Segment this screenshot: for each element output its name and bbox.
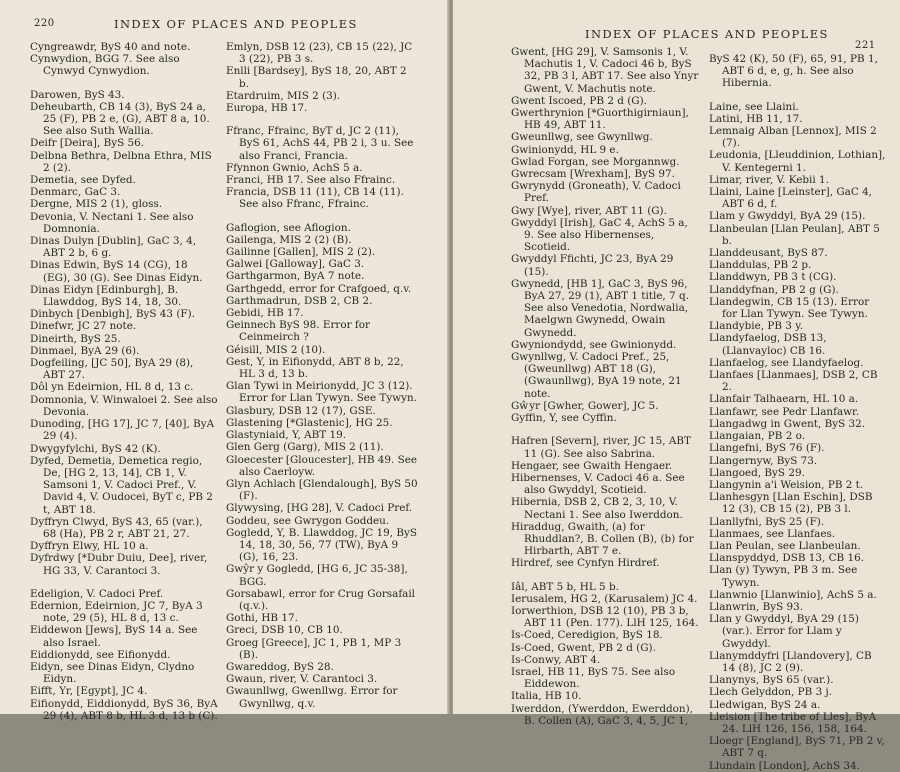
index-entry: Eifionydd, Eiddionydd, ByS 36, ByA 29 (4), ABT 8 b, HL 3 d, 13 b (C). xyxy=(30,697,218,722)
index-entry: Gloecester [Gloucester], HB 49. See also Caerloyw. xyxy=(226,453,418,478)
index-entry: Cynwydion, BGG 7. See also Cynwyd Cynwydion. xyxy=(30,53,180,78)
index-entry: Cyngreawdr, ByS 40 and note. xyxy=(30,41,191,53)
index-entry: Dinas Eidyn [Edinburgh], B. Llawddog, ByS 14, 18, 30. xyxy=(30,283,182,309)
index-entry: Llandybie, PB 3 y. xyxy=(709,320,803,333)
index-entry: Gebidi, HB 17. xyxy=(226,307,304,320)
index-entry: Glywysing, [HG 28], V. Cadoci Pref. xyxy=(226,502,413,515)
page-header: INDEX OF PLACES AND PEOPLES xyxy=(114,17,358,31)
index-entry: Gwaun, river, V. Carantoci 3. xyxy=(226,673,378,686)
index-entry: Iwerddon, (Ywerddon, Ewerddon), B. Collen (A), GaC 3, 4, 5, JC 1, xyxy=(511,702,693,727)
index-entry: Dinbych [Denbigh], ByS 43 (F). xyxy=(30,308,195,321)
section-gap xyxy=(511,424,701,435)
index-entry: Iâl, ABT 5 b, HL 5 b. xyxy=(511,580,619,593)
index-entry: Hiraddug, Gwaith, (a) for Rhuddlan?, B. Collen (B), (b) for Hirbarth, ABT 7 e. xyxy=(511,520,694,558)
index-entry: Europa, HB 17. xyxy=(226,102,308,115)
index-entry: Llanfawr, see Pedr Llanfawr. xyxy=(709,405,860,418)
index-entry: Demetia, see Dyfed. xyxy=(30,174,136,187)
index-entry: Llan (y) Tywyn, PB 3 m. See Tywyn. xyxy=(709,564,858,589)
index-entry: Dergne, MIS 2 (1), gloss. xyxy=(30,198,163,211)
index-entry: Llanfaelog, see Llandyfaelog. xyxy=(709,356,864,369)
index-entry: Llanwrin, ByS 93. xyxy=(709,600,804,613)
index-entry: Llanddwyn, PB 3 t (CG). xyxy=(709,271,837,284)
index-entry: Glen Gerg (Garg), MIS 2 (11). xyxy=(226,441,384,454)
index-entry: Eiddionydd, see Eifionydd. xyxy=(30,648,171,661)
index-entry: Llech Gelyddon, PB 3 j. xyxy=(709,686,833,699)
index-entry: Leudonia, [Lleuddinion, Lothian], V. Kentegerni 1. xyxy=(709,149,886,174)
index-entry: Gwy [Wye], river, ABT 11 (G). xyxy=(511,204,667,217)
index-entry: Hibernia, DSB 2, CB 2, 3, 10, V. Nectani 1. See also Iwerddon. xyxy=(511,496,683,521)
index-entry: Llanhesgyn [Llan Eschin], DSB 12 (3), CB 15 (2), PB 3 l. xyxy=(709,491,873,516)
index-entry: Lemnaig Alban [Lennox], MIS 2 (7). xyxy=(709,125,877,150)
section-gap xyxy=(511,570,701,581)
index-entry: Goddeu, see Gwrygon Goddeu. xyxy=(226,514,390,527)
index-entry: Is-Conwy, ABT 4. xyxy=(511,653,601,666)
index-entry: Gailenga, MIS 2 (2) (B). xyxy=(226,233,352,246)
index-entry: Garthgedd, error for Crafgoed, q.v. xyxy=(226,282,412,295)
index-entry: Géisill, MIS 2 (10). xyxy=(226,343,326,356)
index-entry: Garthmadrun, DSB 2, CB 2. xyxy=(226,294,373,307)
index-entry: Hengaer, see Gwaith Hengaer. xyxy=(511,459,673,472)
index-entry: Llangynin a'i Weision, PB 2 t. xyxy=(709,478,864,491)
index-entry: Italia, HB 10. xyxy=(511,690,582,703)
index-entry: Llanddeusant, ByS 87. xyxy=(709,247,828,260)
index-entry: Gwaunllwg, Gwenllwg. Error for Gwynllwg, q.v. xyxy=(226,685,398,710)
index-entry: Edeligion, V. Cadoci Pref. xyxy=(30,587,164,600)
index-entry: Ffynnon Gwnio, AchS 5 a. xyxy=(226,161,363,174)
index-entry: Garthgarmon, ByA 7 note. xyxy=(226,270,365,283)
index-entry: Gŵyr [Gwher, Gower], JC 5. xyxy=(511,399,659,412)
index-entry: Llangefni, ByS 76 (F). xyxy=(709,442,825,455)
index-entry: Eifft, Yr, [Egypt], JC 4. xyxy=(30,685,148,698)
index-entry: Llanddulas, PB 2 p. xyxy=(709,259,812,272)
index-entry: Gest, Y, in Eifionydd, ABT 8 b, 22, HL 3 d, 13 b. xyxy=(226,355,404,381)
index-entry: Glan Tywi in Meirionydd, JC 3 (12). Error for Llan Tywyn. See Tywyn. xyxy=(226,380,417,405)
index-entry: Eiddewon [Jews], ByS 14 a. See also Israel. xyxy=(30,624,198,649)
index-entry: Francia, DSB 11 (11), CB 14 (11). See also Ffranc, Ffrainc. xyxy=(226,186,404,211)
index-entry: Dineirth, ByS 25. xyxy=(30,332,121,345)
index-entry: Gwrecsam [Wrexham], ByS 97. xyxy=(511,168,675,181)
index-entry: Gwyddyl Ffichti, JC 23, ByA 29 (15). xyxy=(511,253,674,278)
index-entry: Llandegwin, CB 15 (13). Error for Llan Tywyn. See Tywyn. xyxy=(709,295,870,321)
index-entry: Lloegr [England], ByS 71, PB 2 v, ABT 7 q. xyxy=(709,735,885,760)
index-entry: Franci, HB 17. See also Ffrainc. xyxy=(226,174,396,187)
index-entry: Gwlad Forgan, see Morgannwg. xyxy=(511,155,680,168)
section-gap xyxy=(30,78,218,89)
index-entry: Ierusalem, HG 2, (Karusalem) JC 4. xyxy=(511,592,698,605)
right-page xyxy=(453,0,900,772)
index-entry: ByS 42 (K), 50 (F), 65, 91, PB 1, ABT 6 d, e, g, h. See also Hibernia. xyxy=(709,53,878,90)
index-entry: Gweunllwg, see Gwynllwg. xyxy=(511,131,653,144)
index-entry: Ffranc, Ffrainc, ByT d, JC 2 (11), ByS 61, AchS 44, PB 2 i, 3 u. See also Franci, Francia. xyxy=(226,125,414,162)
index-entry: Llanymddyfri [Llandovery], CB 14 (8), JC 2 (9). xyxy=(709,649,872,674)
index-entry: Hibernenses, V. Cadoci 46 a. See also Gwyddyl, Scotieid. xyxy=(511,471,685,497)
index-entry: Dinas Dulyn [Dublin], GaC 3, 4, ABT 2 b, 6 g. xyxy=(30,235,196,260)
index-entry: Gwareddog, ByS 28. xyxy=(226,660,334,673)
index-entry: Eidyn, see Dinas Eidyn, Clydno Eidyn. xyxy=(30,660,195,686)
index-entry: Glastyniaid, Y, ABT 19. xyxy=(226,429,347,442)
index-column-left-1 xyxy=(30,41,218,722)
section-gap xyxy=(30,577,218,588)
index-entry: Is-Coed, Gwent, PB 2 d (G). xyxy=(511,641,656,654)
index-entry: Dinmael, ByA 29 (6). xyxy=(30,344,140,357)
index-entry: Dinas Edwin, ByS 14 (CG), 18 (EG), 30 (G). See Dinas Eidyn. xyxy=(30,259,203,284)
index-entry: Llanmaes, see Llanfaes. xyxy=(709,527,836,540)
index-entry: Dunoding, [HG 17], JC 7, [40], ByA 29 (4). xyxy=(30,418,215,443)
index-entry: Enlli [Bardsey], ByS 18, 20, ABT 2 b. xyxy=(226,65,407,90)
index-entry: Glyn Achlach [Glendalough], ByS 50 (F). xyxy=(226,477,418,503)
index-entry: Gwent, [HG 29], V. Samsonis 1, V. Machutis 1, V. Cadoci 46 b, ByS 32, PB 3 l, ABT 17. See also Ynyr Gwent, V. Machutis note. xyxy=(511,46,699,95)
index-entry: Delbna Bethra, Delbna Ethra, MIS 2 (2). xyxy=(30,149,212,174)
section-gap xyxy=(709,90,887,101)
index-entry: Latini, HB 11, 17. xyxy=(709,112,803,125)
index-entry: Llan Peulan, see Llanbeulan. xyxy=(709,539,861,552)
index-entry: Gwyniondydd, see Gwinionydd. xyxy=(511,338,677,351)
index-entry: Gwynllwg, V. Cadoci Pref., 25, (Gweunllwg) ABT 18 (G), (Gwaunllwg), ByA 19 note, 21 note. xyxy=(511,351,682,400)
index-entry: Darowen, ByS 43. xyxy=(30,88,125,101)
index-entry: Deifr [Deira], ByS 56. xyxy=(30,137,145,150)
index-entry: Gwrynydd (Groneath), V. Cadoci Pref. xyxy=(511,180,681,205)
index-entry: Dyfrdwy [*Dubr Duiu, Dee], river, HG 33, V. Carantoci 3. xyxy=(30,552,208,577)
index-entry: Dôl yn Edeirnion, HL 8 d, 13 c. xyxy=(30,381,194,394)
index-entry: Deheubarth, CB 14 (3), ByS 24 a, 25 (F), PB 2 e, (G), ABT 8 a, 10. See also Suth Wallia. xyxy=(30,100,210,138)
index-entry: Gwinionydd, HL 9 e. xyxy=(511,143,619,156)
index-entry: Gothi, HB 17. xyxy=(226,612,298,625)
index-entry: Glastening [*Glastenic], HG 25. xyxy=(226,416,393,429)
index-column-right-2 xyxy=(709,53,887,772)
index-entry: Llanwnio [Llanwinio], AchS 5 a. xyxy=(709,588,877,601)
index-entry: Dyfed, Demetia, Demetica regio, De, [HG 2, 13, 14], CB 1, V. Samsoni 1, V. Cadoci Pref., V. David 4, V. Oudocei, ByT c, PB 2 t, ABT 18. xyxy=(30,454,213,516)
index-entry: Llanllyfni, ByS 25 (F). xyxy=(709,515,825,528)
index-entry: Llanfair Talhaearn, HL 10 a. xyxy=(709,393,859,406)
index-entry: Gwent Iscoed, PB 2 d (G). xyxy=(511,94,647,107)
index-entry: Emlyn, DSB 12 (23), CB 15 (22), JC 3 (22), PB 3 s. xyxy=(226,41,413,66)
index-entry: Llanfaes [Llanmaes], DSB 2, CB 2. xyxy=(709,369,878,394)
index-entry: Devonia, V. Nectani 1. See also Domnonia. xyxy=(30,210,194,235)
index-entry: Llanspyddyd, DSB 13, CB 16. xyxy=(709,552,865,565)
index-entry: Hirdref, see Cynfyn Hirdref. xyxy=(511,557,660,570)
index-entry: Limar, river, V. Kebii 1. xyxy=(709,173,829,186)
index-entry: Iorwerthion, DSB 12 (10), PB 3 b, ABT 11 (Pen. 177). LlH 125, 164. xyxy=(511,604,699,630)
index-entry: Llangaian, PB 2 o. xyxy=(709,430,805,443)
index-entry: Llan y Gwyddyl, ByA 29 (15) (var.). Error for Llam y Gwyddyl. xyxy=(709,613,859,650)
index-entry: Llangernyw, ByS 73. xyxy=(709,454,818,467)
index-entry: Laine, see Llaini. xyxy=(709,100,799,113)
index-entry: Gyffin, Y, see Cyffin. xyxy=(511,412,617,425)
page-number: 221 xyxy=(855,40,876,51)
index-entry: Dyffryn Elwy, HL 10 a. xyxy=(30,540,149,553)
index-entry: Lleision [The tribe of Lles], ByA 24. LlH 126, 156, 158, 164. xyxy=(709,710,877,735)
left-page xyxy=(0,0,449,722)
index-entry: Greci, DSB 10, CB 10. xyxy=(226,624,343,637)
index-entry: Lledwigan, ByS 24 a. xyxy=(709,698,821,711)
index-entry: Llanbeulan [Llan Peulan], ABT 5 b. xyxy=(709,222,880,247)
index-entry: Gwerthrynion [*Guorthigirniaun], HB 49, ABT 11. xyxy=(511,107,689,132)
index-entry: Dogfeiling, [JC 50], ByA 29 (8), ABT 27. xyxy=(30,357,194,382)
section-gap xyxy=(226,211,418,222)
index-entry: Is-Coed, Ceredigion, ByS 18. xyxy=(511,629,663,642)
index-entry: Llanddyfnan, PB 2 g (G). xyxy=(709,283,839,296)
index-entry: Denmarc, GaC 3. xyxy=(30,186,121,199)
index-entry: Gwynedd, [HB 1], GaC 3, ByS 96, ByA 27, 29 (1), ABT 1 title, 7 q. See also Venedotia, Nordwalia, Maelgwn Gwynedd, Owain Gwynedd. xyxy=(511,277,689,339)
index-entry: Hafren [Severn], river, JC 15, ABT 11 (G). See also Sabrina. xyxy=(511,435,691,460)
page-header: INDEX OF PLACES AND PEOPLES xyxy=(585,27,829,41)
index-entry: Gaflogion, see Aflogion. xyxy=(226,221,351,234)
index-entry: Gwŷr y Gogledd, [HG 6, JC 35-38], BGG. xyxy=(226,563,408,588)
index-entry: Gailinne [Gallen], MIS 2 (2). xyxy=(226,246,376,259)
index-entry: Galwei [Galloway], GaC 3. xyxy=(226,258,365,271)
index-entry: Llaini, Laine [Leinster], GaC 4, ABT 6 d, f. xyxy=(709,186,872,211)
index-entry: Llam y Gwyddyl, ByA 29 (15). xyxy=(709,210,866,223)
index-entry: Groeg [Greece], JC 1, PB 1, MP 3 (B). xyxy=(226,636,402,661)
index-entry: Edernion, Edeirnion, JC 7, ByA 3 note, 29 (5), HL 8 d, 13 c. xyxy=(30,599,203,625)
index-entry: Etardruim, MIS 2 (3). xyxy=(226,89,341,102)
index-entry: Gorsabawl, error for Crug Gorsafail (q.v.). xyxy=(226,587,416,612)
index-entry: Israel, HB 11, ByS 75. See also Eiddewon. xyxy=(511,665,676,691)
index-column-left-2 xyxy=(226,41,418,710)
section-gap xyxy=(226,114,418,125)
index-entry: Dinefwr, JC 27 note. xyxy=(30,320,137,333)
index-entry: Glasbury, DSB 12 (17), GSE. xyxy=(226,404,376,417)
index-entry: Dwygyfylchi, ByS 42 (K). xyxy=(30,442,161,455)
index-entry: Gogledd, Y, B. Llawddog, JC 19, ByS 14, 18, 30, 56, 77 (TW), ByA 9 (G), 16, 23. xyxy=(226,526,417,564)
index-entry: Llangoed, ByS 29. xyxy=(709,466,805,479)
index-entry: Llangadwg in Gwent, ByS 32. xyxy=(709,417,866,430)
page-number: 220 xyxy=(34,18,55,29)
index-entry: Domnonia, V. Winwaloei 2. See also Devonia. xyxy=(30,393,218,418)
index-column-right-1 xyxy=(511,46,701,727)
index-entry: Llanynys, ByS 65 (var.). xyxy=(709,674,834,687)
index-entry: Llundain [London], AchS 34. xyxy=(709,759,860,772)
index-entry: Llandyfaelog, DSB 13, (Llanvayloc) CB 16. xyxy=(709,332,827,357)
index-entry: Gwyddyl [Irish], GaC 4, AchS 5 a, 9. See also Hibernenses, Scotieid. xyxy=(511,216,688,254)
index-entry: Dyffryn Clwyd, ByS 43, 65 (var.), 68 (Ha), PB 2 r, ABT 21, 27. xyxy=(30,515,203,540)
index-entry: Geinnech ByS 98. Error for Ceinmeirch ? xyxy=(226,319,370,344)
